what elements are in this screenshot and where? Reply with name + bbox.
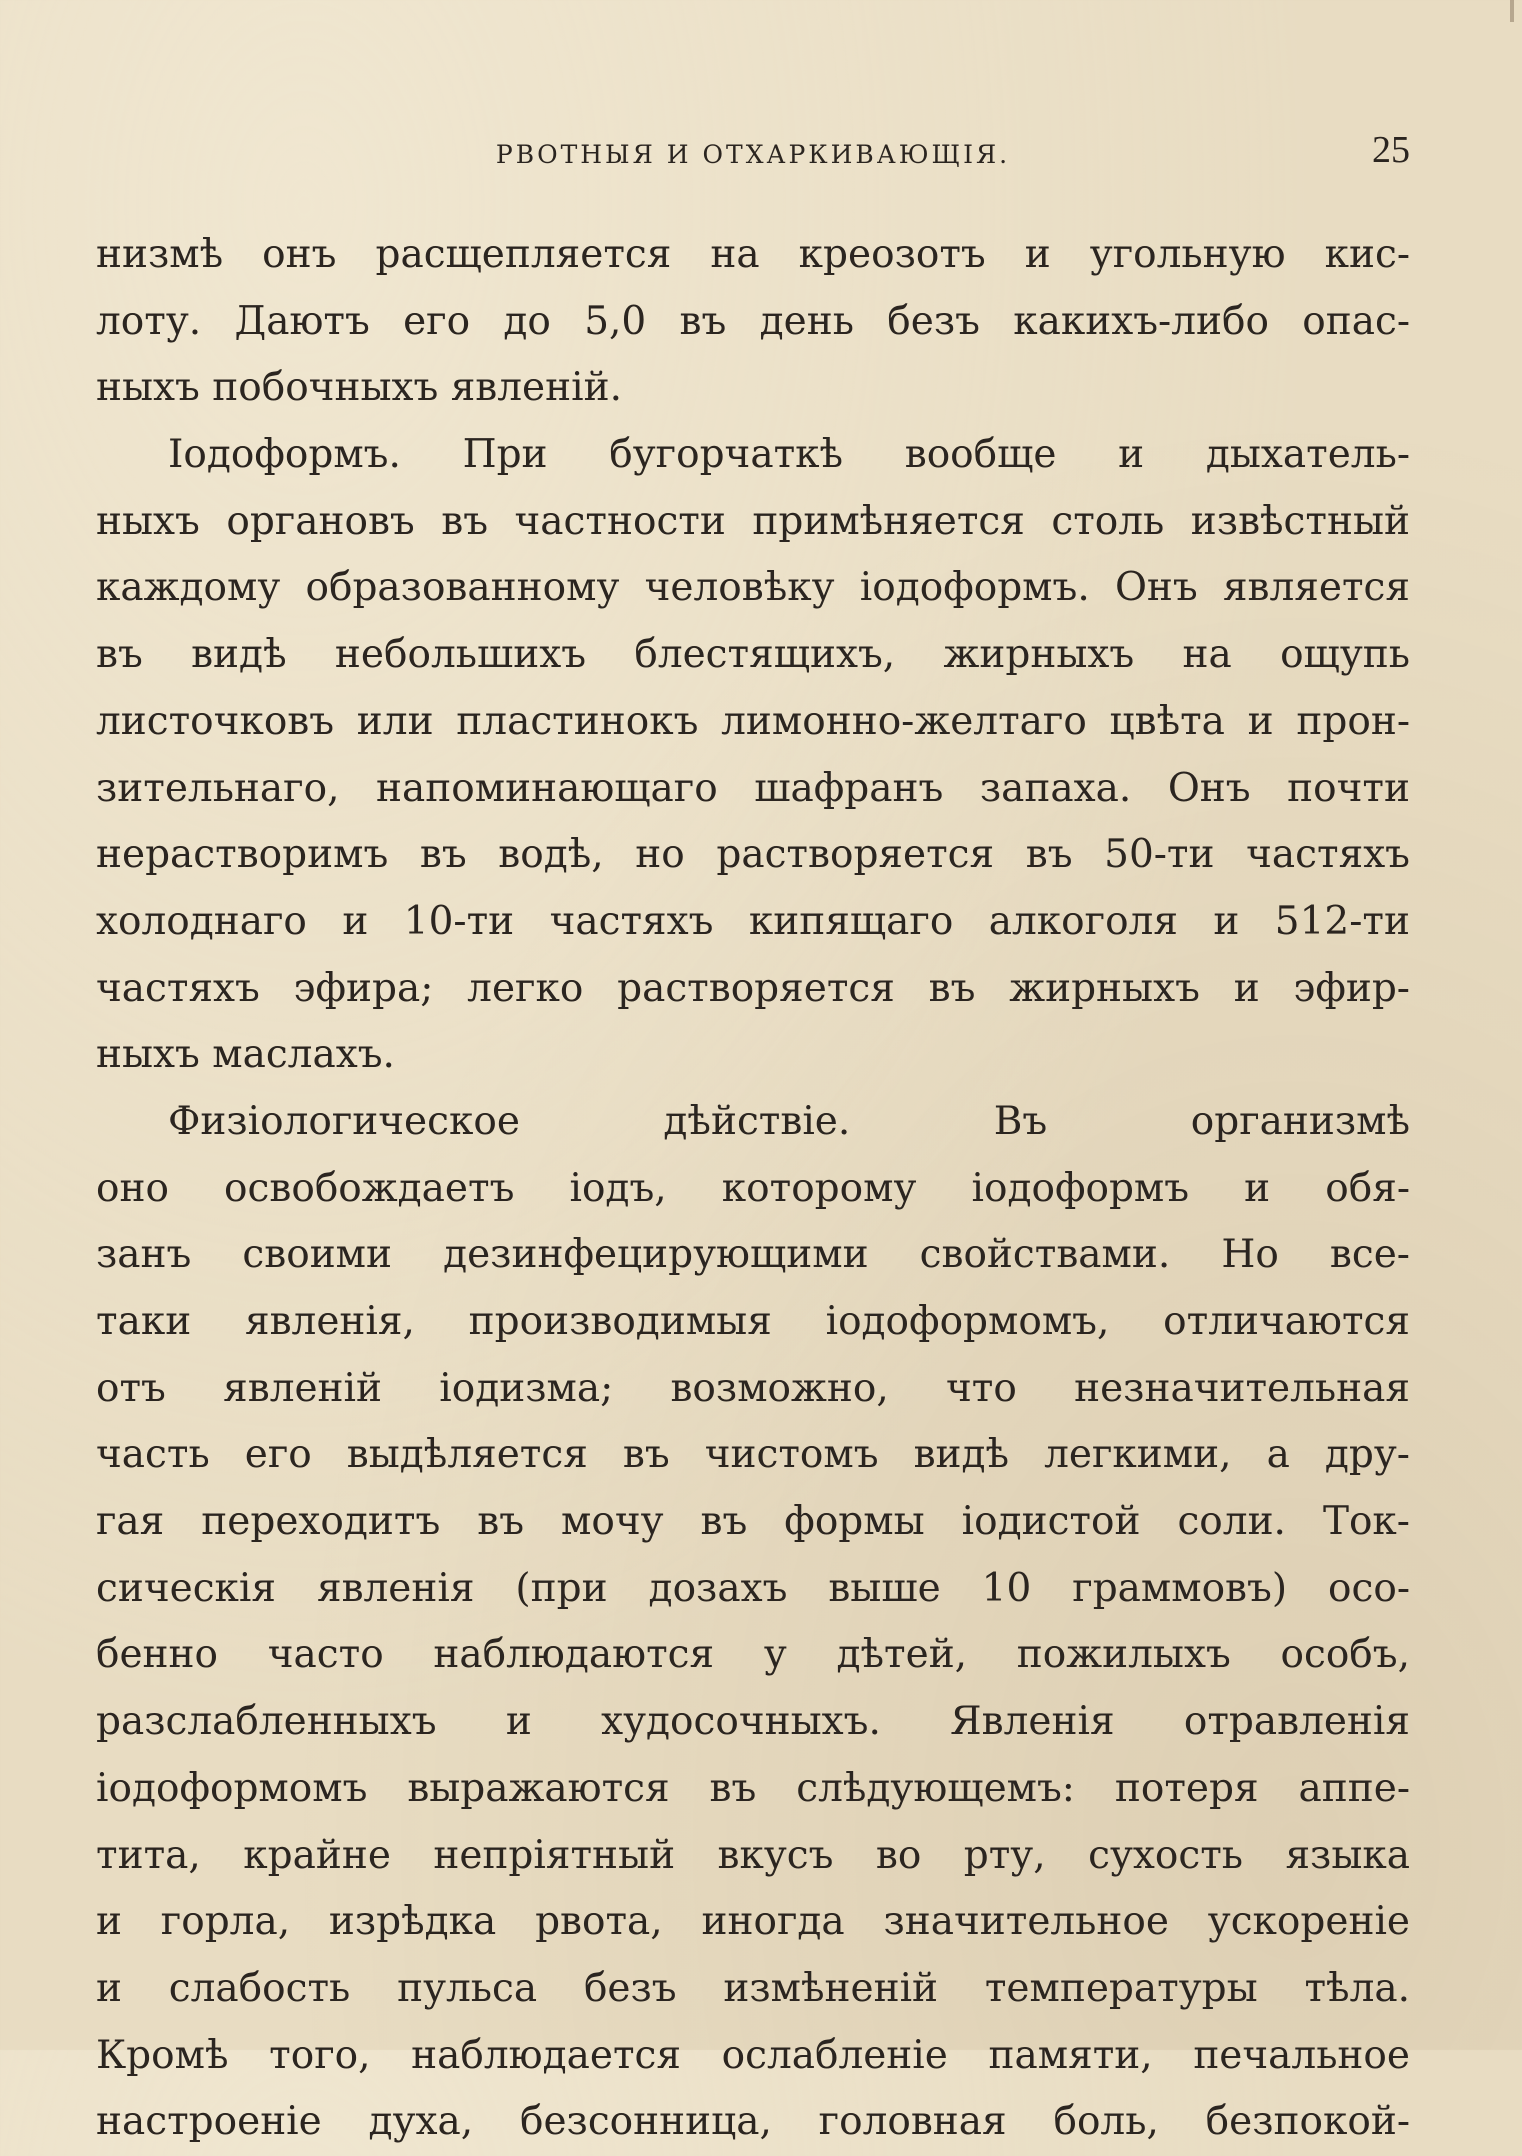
paragraph-heading-line: Iодоформъ. При бугорчаткѣ вообще и дыхатель-: [168, 432, 1410, 478]
running-head: [96, 128, 1410, 178]
text-line: сическія явленія (при дозахъ выше 10 граммовъ) осо-: [96, 1565, 1410, 1611]
text-line: и горла, изрѣдка рвота, иногда значительное ускореніе: [96, 1899, 1410, 1945]
text-line: каждому образованному человѣку іодоформъ. Онъ является: [96, 565, 1410, 611]
text-line: низмѣ онъ расщепляется на креозотъ и угольную кис-: [96, 232, 1410, 277]
text-line: тита, крайне непріятный вкусъ во рту, сухость языка: [96, 1832, 1410, 1878]
text-line: оно освобождаетъ іодъ, которому іодоформъ и обя-: [96, 1165, 1410, 1211]
text-line: ныхъ маслахъ.: [96, 1032, 395, 1078]
text-line: занъ своими дезинфецирующими свойствами. Но все-: [96, 1232, 1410, 1278]
text-line: и слабость пульса безъ измѣненій температуры тѣла.: [96, 1965, 1410, 2011]
running-title: РВОТНЫЯ И ОТХАРКИВАЮЩІЯ.: [495, 140, 1011, 169]
paragraph-heading-line: Физіологическое дѣйствіе. Въ организмѣ: [168, 1098, 1410, 1144]
text-line: холоднаго и 10-ти частяхъ кипящаго алкоголя и 512-ти: [96, 898, 1410, 944]
page-edge-mark: [1510, 0, 1514, 22]
text-line: бенно часто наблюдаются у дѣтей, пожилыхъ особъ,: [96, 1632, 1410, 1678]
text-line: гая переходитъ въ мочу въ формы іодистой соли. Ток-: [96, 1499, 1410, 1545]
text-line: листочковъ или пластинокъ лимонно-желтаго цвѣта и прон-: [96, 698, 1410, 744]
text-line: зительнаго, напоминающаго шафранъ запаха. Онъ почти: [96, 765, 1410, 811]
text-line: настроеніе духа, безсонница, головная боль, безпокой-: [96, 2099, 1410, 2145]
text-line: іодоформомъ выражаются въ слѣдующемъ: потеря аппе-: [96, 1765, 1410, 1811]
text-line: отъ явленій іодизма; возможно, что незначительная: [96, 1365, 1410, 1411]
text-line: ныхъ побочныхъ явленій.: [96, 365, 622, 411]
text-line: таки явленія, производимыя іодоформомъ, отличаются: [96, 1299, 1410, 1344]
text-line: нерастворимъ въ водѣ, но растворяется въ 50-ти частяхъ: [96, 832, 1410, 878]
text-line: лоту. Даютъ его до 5,0 въ день безъ какихъ-либо опас-: [96, 298, 1410, 344]
text-line: часть его выдѣляется въ чистомъ видѣ легкими, а дру-: [96, 1432, 1410, 1478]
text-line: Кромѣ того, наблюдается ослабленіе памяти, печальное: [96, 2032, 1410, 2078]
page-number: 25: [1372, 129, 1410, 171]
text-line: ныхъ органовъ въ частности примѣняется столь извѣстный: [96, 498, 1410, 544]
body-text: [96, 222, 1410, 2156]
text-line: въ видѣ небольшихъ блестящихъ, жирныхъ на ощупь: [96, 632, 1410, 678]
text-line: частяхъ эфира; легко растворяется въ жирныхъ и эфир-: [96, 965, 1410, 1011]
text-line: разслабленныхъ и худосочныхъ. Явленія отравленія: [96, 1699, 1410, 1745]
